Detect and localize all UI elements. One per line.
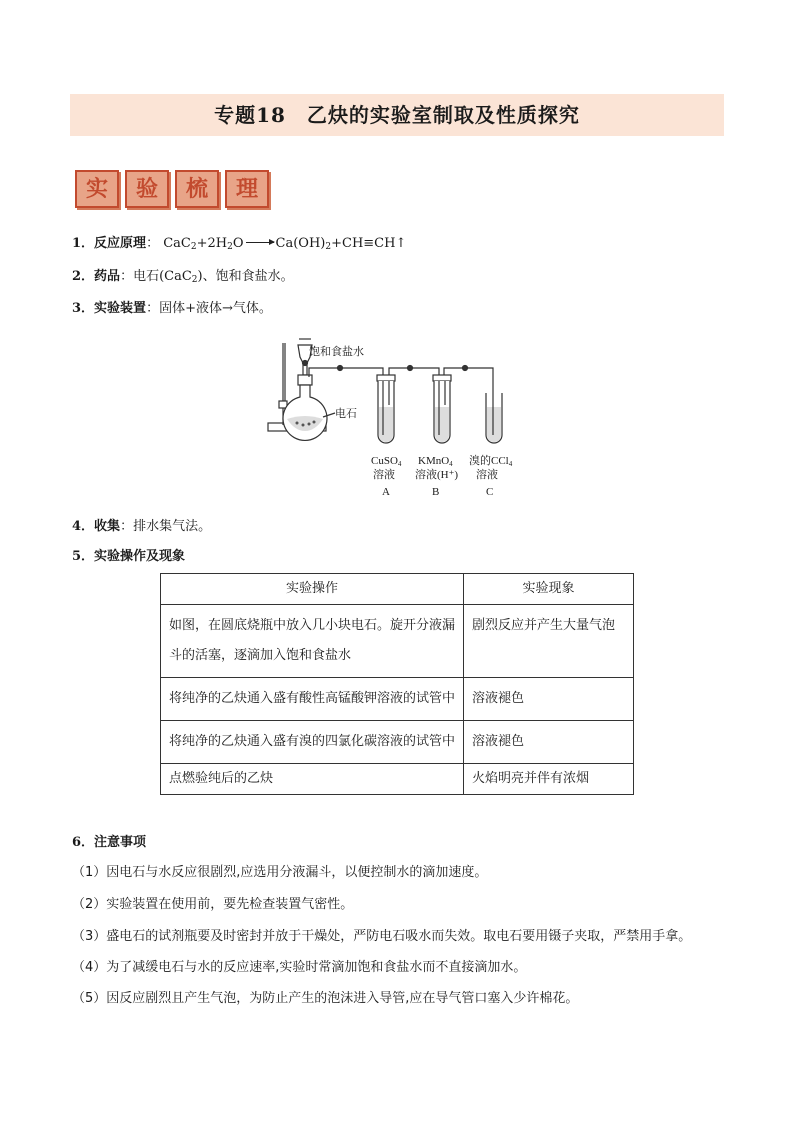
funnel-label: 饱和食盐水 — [309, 346, 364, 358]
phenomenon-cell: 剧烈反应并产生大量气泡 — [464, 605, 634, 678]
tube-a-solution: 溶液 — [373, 469, 395, 481]
reaction-equation: $CaC_2+2H_2O$ $Ca(OH)_2+CH\equiv CH↑$ — [163, 236, 407, 252]
operation-cell: 将纯净的乙炔通入盛有酸性高锰酸钾溶液的试管中 — [161, 678, 464, 721]
header-phenomenon: 实验现象 — [464, 574, 634, 605]
tube-c-solution: 溶液 — [476, 469, 498, 481]
tube-b-letter: B — [432, 486, 440, 498]
tube-a-letter: A — [382, 486, 390, 498]
tube-b-solution: 溶液(H⁺) — [415, 469, 459, 481]
phenomenon-cell: 火焰明亮并伴有浓烟 — [464, 764, 634, 795]
phenomenon-cell: 溶液褪色 — [464, 721, 634, 764]
stone-label: 电石 — [335, 408, 357, 420]
operations-table — [160, 573, 634, 795]
gas-tubing — [309, 366, 493, 396]
section-badge — [75, 170, 269, 208]
item-collection: 4．收集：排水集气法。 — [72, 519, 212, 534]
tube-a-reagent: CuSO4 — [371, 455, 402, 468]
operation-cell: 将纯净的乙炔通入盛有溴的四氯化碳溶液的试管中 — [161, 721, 464, 764]
test-tube-a — [377, 375, 395, 443]
item-reagents: 2．药品：电石(CaC$_2$)、饱和食盐水。 — [72, 269, 294, 285]
badge-char: 梳 — [175, 170, 219, 208]
note-item: （3）盛电石的试剂瓶要及时密封并放于干燥处，严防电石吸水而失效。取电石要用镊子夹取，严禁用手拿。 — [72, 929, 692, 944]
table-header-row — [161, 574, 634, 605]
item-apparatus: 3．实验装置：固体+液体→气体。 — [72, 301, 272, 316]
note-item: （1）因电石与水反应很剧烈,应选用分液漏斗，以便控制水的滴加速度。 — [72, 865, 488, 880]
table-row — [161, 721, 634, 764]
page-title: 专题18 乙炔的实验室制取及性质探究 — [70, 94, 724, 136]
item-reaction: 1．反应原理： $CaC_2+2H_2O$ $Ca(OH)_2+CH\equiv CH↑$ — [72, 236, 407, 252]
operation-cell: 点燃验纯后的乙炔 — [161, 764, 464, 795]
operation-cell: 如图，在圆底烧瓶中放入几小块电石。旋开分液漏斗的活塞，逐滴加入饱和食盐水 — [161, 605, 464, 678]
tube-b-reagent: KMnO4 — [418, 455, 453, 468]
round-flask — [283, 375, 335, 440]
table-row — [161, 764, 634, 795]
note-item: （4）为了减缓电石与水的反应速率,实验时常滴加饱和食盐水而不直接滴加水。 — [72, 960, 527, 975]
header-operation: 实验操作 — [161, 574, 464, 605]
item-operations: 5．实验操作及现象 — [72, 549, 186, 564]
apparatus-diagram — [265, 335, 535, 505]
note-item: （5）因反应剧烈且产生气泡，为防止产生的泡沫进入导管,应在导气管口塞入少许棉花。 — [72, 991, 579, 1006]
badge-char: 理 — [225, 170, 269, 208]
table-row — [161, 605, 634, 678]
note-item: （2）实验装置在使用前，要先检查装置气密性。 — [72, 897, 354, 912]
test-tube-c — [486, 393, 502, 443]
table-row — [161, 678, 634, 721]
phenomenon-cell: 溶液褪色 — [464, 678, 634, 721]
badge-char: 验 — [125, 170, 169, 208]
reaction-arrow-icon — [246, 242, 274, 243]
item-notes-heading: 6．注意事项 — [72, 835, 147, 850]
test-tube-b — [433, 375, 451, 443]
tube-c-letter: C — [486, 486, 494, 498]
tube-c-reagent: 溴的CCl4 — [469, 455, 513, 468]
badge-char: 实 — [75, 170, 119, 208]
